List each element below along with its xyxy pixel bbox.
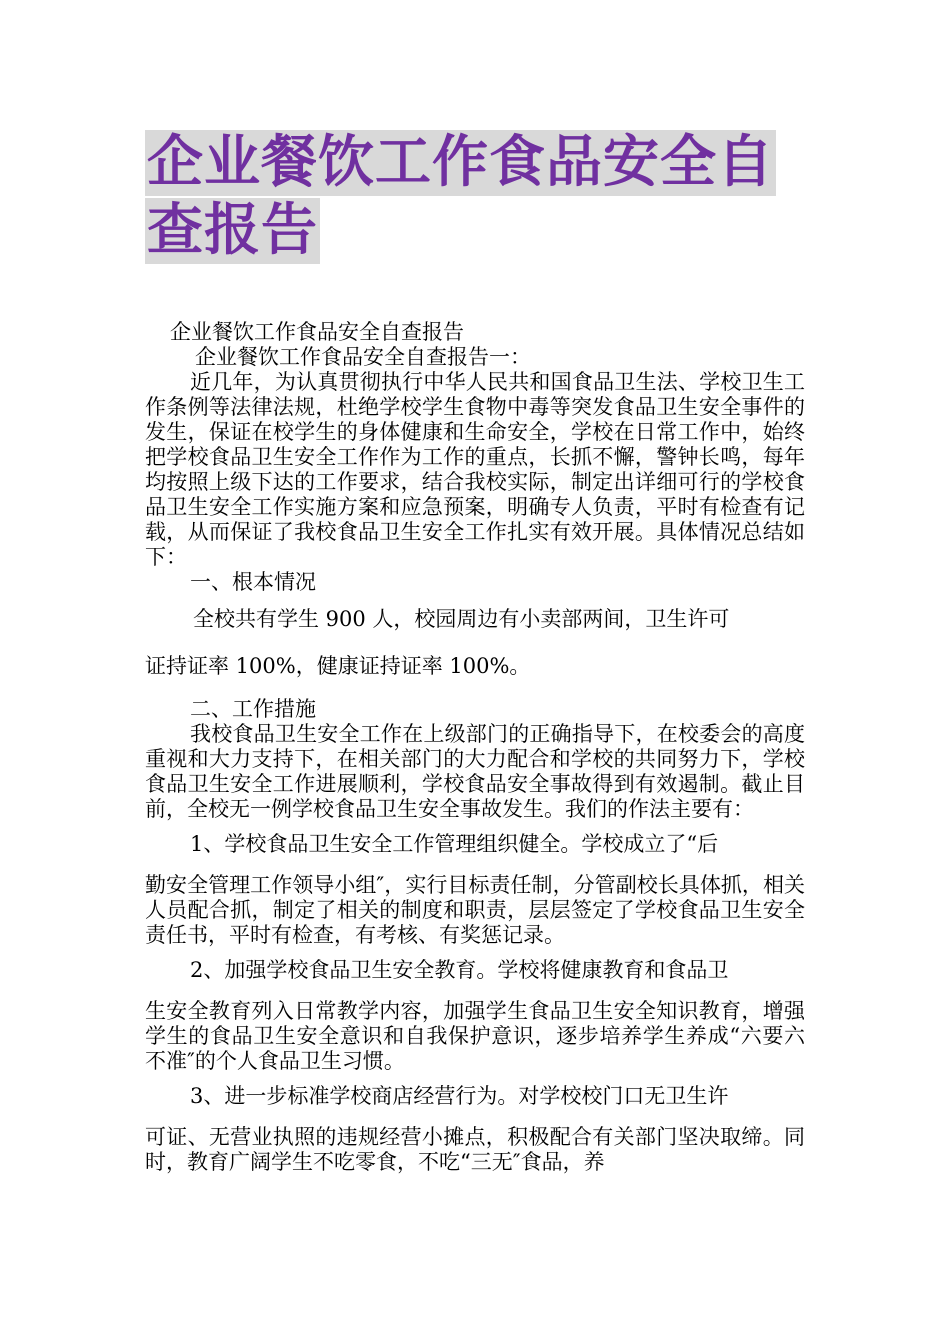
- item-2-continuation: 生安全教育列入日常教学内容，加强学生食品卫生安全知识教育，增强学生的食品卫生安全意识和自我保护意识，逐步培养学生养成“六要六不准″的个人食品卫生习惯。: [145, 999, 805, 1073]
- sub-title-paragraph: 企业餐饮工作食品安全自查报告一：: [195, 345, 531, 369]
- document-body: [145, 320, 805, 1175]
- title-line-1: 企业餐饮工作食品安全自: [147, 130, 774, 195]
- doc-title-paragraph: 企业餐饮工作食品安全自查报告: [170, 320, 464, 344]
- stat-paragraph-line-2: 证持证率 100%，健康证持证率 100%。: [145, 654, 531, 678]
- measures-paragraph: 我校食品卫生安全工作在上级部门的正确指导下，在校委会的高度重视和大力支持下，在相关部门的大力配合和学校的共同努力下，学校食品卫生安全工作进展顺利，学校食品安全事故得到有效遏制。截止目前，全校无一例学校食品卫生安全事故发生。我们的作法主要有：: [145, 722, 805, 821]
- item-1-first-line: 1、学校食品卫生安全工作管理组织健全。学校成立了“后: [190, 832, 719, 856]
- title-line-2: 查报告: [147, 198, 318, 263]
- item-2-first-line: 2、加强学校食品卫生安全教育。学校将健康教育和食品卫: [190, 958, 729, 982]
- intro-paragraph: 近几年，为认真贯彻执行中华人民共和国食品卫生法、学校卫生工作条例等法律法规，杜绝学校学生食物中毒等突发食品卫生安全事件的发生，保证在校学生的身体健康和生命安全，学校在日常工作中，始终把学校食品卫生安全工作作为工作的重点，长抓不懈，警钟长鸣，每年均按照上级下达的工作要求，结合我校实际，制定出详细可行的学校食品卫生安全工作实施方案和应急预案，明确专人负责，平时有检查有记载，从而保证了我校食品卫生安全工作扎实有效开展。具体情况总结如下：: [145, 370, 805, 569]
- section-heading-1: 一、根本情况: [190, 570, 316, 594]
- stat-paragraph-line-1: 全校共有学生 900 人，校园周边有小卖部两间，卫生许可: [193, 607, 730, 631]
- item-1-continuation: 勤安全管理工作领导小组″，实行目标责任制，分管副校长具体抓，相关人员配合抓，制定了相关的制度和职责，层层签定了学校食品卫生安全责任书，平时有检查，有考核、有奖惩记录。: [145, 873, 805, 947]
- item-3-continuation: 可证、无营业执照的违规经营小摊点，积极配合有关部门坚决取缔。同时，教育广阔学生不吃零食，不吃“三无″食品，养: [145, 1125, 805, 1174]
- section-heading-2: 二、工作措施: [190, 697, 316, 721]
- document-title: [145, 130, 815, 266]
- item-3-first-line: 3、进一步标准学校商店经营行为。对学校校门口无卫生许: [190, 1084, 729, 1108]
